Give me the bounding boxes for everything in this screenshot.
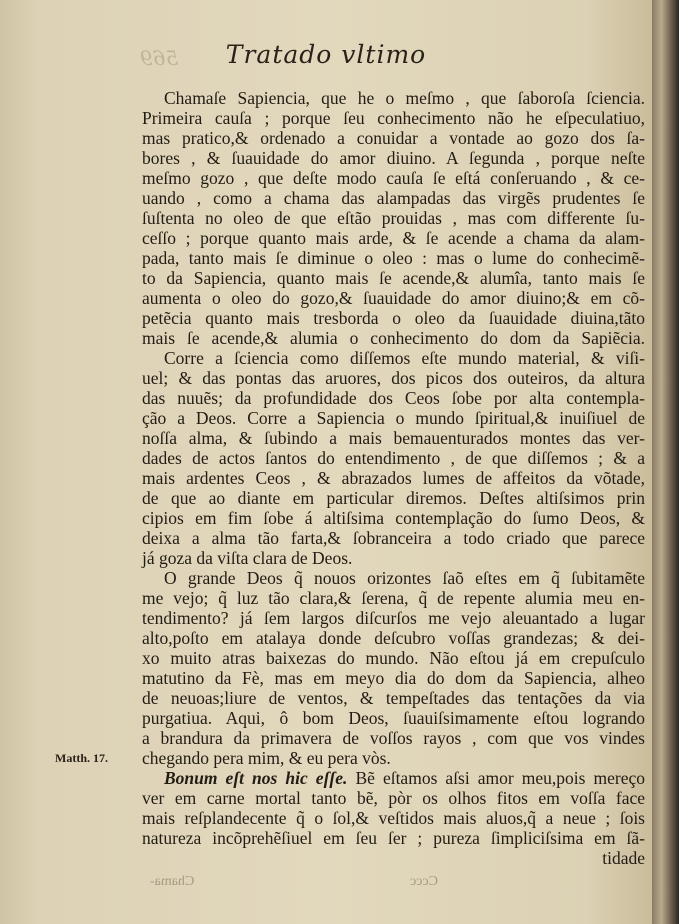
text-line: tendimento? já ſem largos diſcurſos me vejo aleuantado a lugar [142, 608, 645, 628]
text-line: de que ao diante em particular diremos. Deſtes altiſsimos prin [142, 488, 645, 508]
text-line: O grande Deos q̃ nouos orizontes ſaõ eſtes em q̃ ſubitamẽte [164, 568, 645, 588]
marginal-note: Matth. 17. [55, 751, 108, 765]
text-line: matutino da Fè, mas em meyo dia do dom da Sapiencia, alheo [142, 668, 645, 688]
text-line: xo muito atras baixezas do mundo. Não eſtou já em crepuſculo [142, 648, 645, 668]
text-line: ver em carne mortal tanto bẽ, pòr os olhos fitos em voſſa face [142, 788, 645, 808]
text-line: ſuſtenta no oleo de que eſtão prouidas , mas com differente ſu- [142, 208, 645, 228]
text-line-content: Bẽ eſtamos aſsi amor meu,pois mereço [355, 768, 646, 788]
text-line: cipios em fim ſobe á altiſsima contemplação do ſumo Deos, & [142, 508, 645, 528]
text-line: purgatiua. Aqui, ô bom Deos, ſuauiſsimamente eſtou logrando [142, 708, 645, 728]
text-line: natureza incõprehẽſiuel em ſeu ſer ; pureza ſimpliciſsima em ſã- [142, 828, 645, 848]
text-line: tidade [602, 848, 645, 868]
text-line: mais ardentes Ceos , & abrazados lumes de affeitos da võtade, [142, 468, 645, 488]
text-line: mais ſe acende,& alumia o conhecimento do dom da Sapiẽcia. [142, 328, 645, 348]
text-line: me vejo; q̃ luz tão clara,& ſerena, q̃ de repente alumia meu en- [142, 588, 645, 608]
latin-quote: Bonum eſt nos hic eſſe. [164, 768, 348, 788]
show-through-signature: Cccc [410, 874, 438, 889]
running-title: Tratado vltimo [225, 40, 427, 69]
show-through-page-number: 569 [140, 46, 179, 70]
text-line: chegando pera mim, & eu pera vòs. [142, 748, 391, 768]
text-line: Chamaſe Sapiencia, que he o meſmo , que ſaboroſa ſciencia. [164, 88, 645, 108]
text-line: petẽcia quanto mais tresborda o oleo da ſuauidade diuina,tãto [142, 308, 645, 328]
text-line: Primeira cauſa ; porque ſeu conhecimento não he eſpeculatiuo, [142, 108, 645, 128]
text-line: das nuuẽs; da profundidade dos Ceos ſobe por alta contempla- [142, 388, 645, 408]
page-edge [652, 0, 679, 924]
text-line: uel; & das pontas das aruores, dos picos dos outeiros, da altura [142, 368, 645, 388]
text-line: de neuoas;liure de ventos, & tempeſtades das tentações da via [142, 688, 645, 708]
text-line: dades de actos ſantos do entendimento , de que diſſemos ; & a [142, 448, 645, 468]
text-line [164, 768, 645, 788]
text-line: deixa a alma tão farta,& ſobranceira a todo criado que parece [142, 528, 645, 548]
text-line: ceſſo ; porque quanto mais arde, & ſe acende a chama da alam- [142, 228, 645, 248]
text-line: meſmo gozo , que deſte modo cauſa ſe eſtá conſeruando , & ce- [142, 168, 645, 188]
text-line: bores , & ſuauidade do amor diuino. A ſegunda , porque neſte [142, 148, 645, 168]
text-line: noſſa alma, & ſubindo a mais bemauenturados montes das ver- [142, 428, 645, 448]
text-line: to da Sapiencia, quanto mais ſe acende,& alumîa, tanto mais ſe [142, 268, 645, 288]
show-through-catchword: Chama- [150, 874, 195, 889]
text-line: alto,poſto em atalaya donde deſcubro voſſas grandezas; & dei- [142, 628, 645, 648]
text-line: ção a Deos. Corre a Sapiencia o mundo ſpiritual,& inuiſiuel de [142, 408, 645, 428]
text-line: mais reſplandecente q̃ o ſol,& veſtidos mais aluos,q̃ a neue ; ſois [142, 808, 645, 828]
text-line: já goza da viſta clara de Deos. [142, 548, 353, 568]
text-line: pada, tanto mais ſe diminue o oleo : mas o lume do conhecimẽ- [142, 248, 645, 268]
text-line: mas pratico,& ordenado a conuidar a vontade ao gozo dos ſa- [142, 128, 645, 148]
text-line: Corre a ſciencia como diſſemos eſte mundo material, & viſi- [164, 348, 645, 368]
text-line: uando , como a chama das alampadas das virgẽs prudentes ſe [142, 188, 645, 208]
text-line: a brandura da primavera de voſſos rayos , com que vos vindes [142, 728, 645, 748]
text-line: aumenta o oleo do gozo,& ſuauidade do amor diuino;& em cõ- [142, 288, 645, 308]
